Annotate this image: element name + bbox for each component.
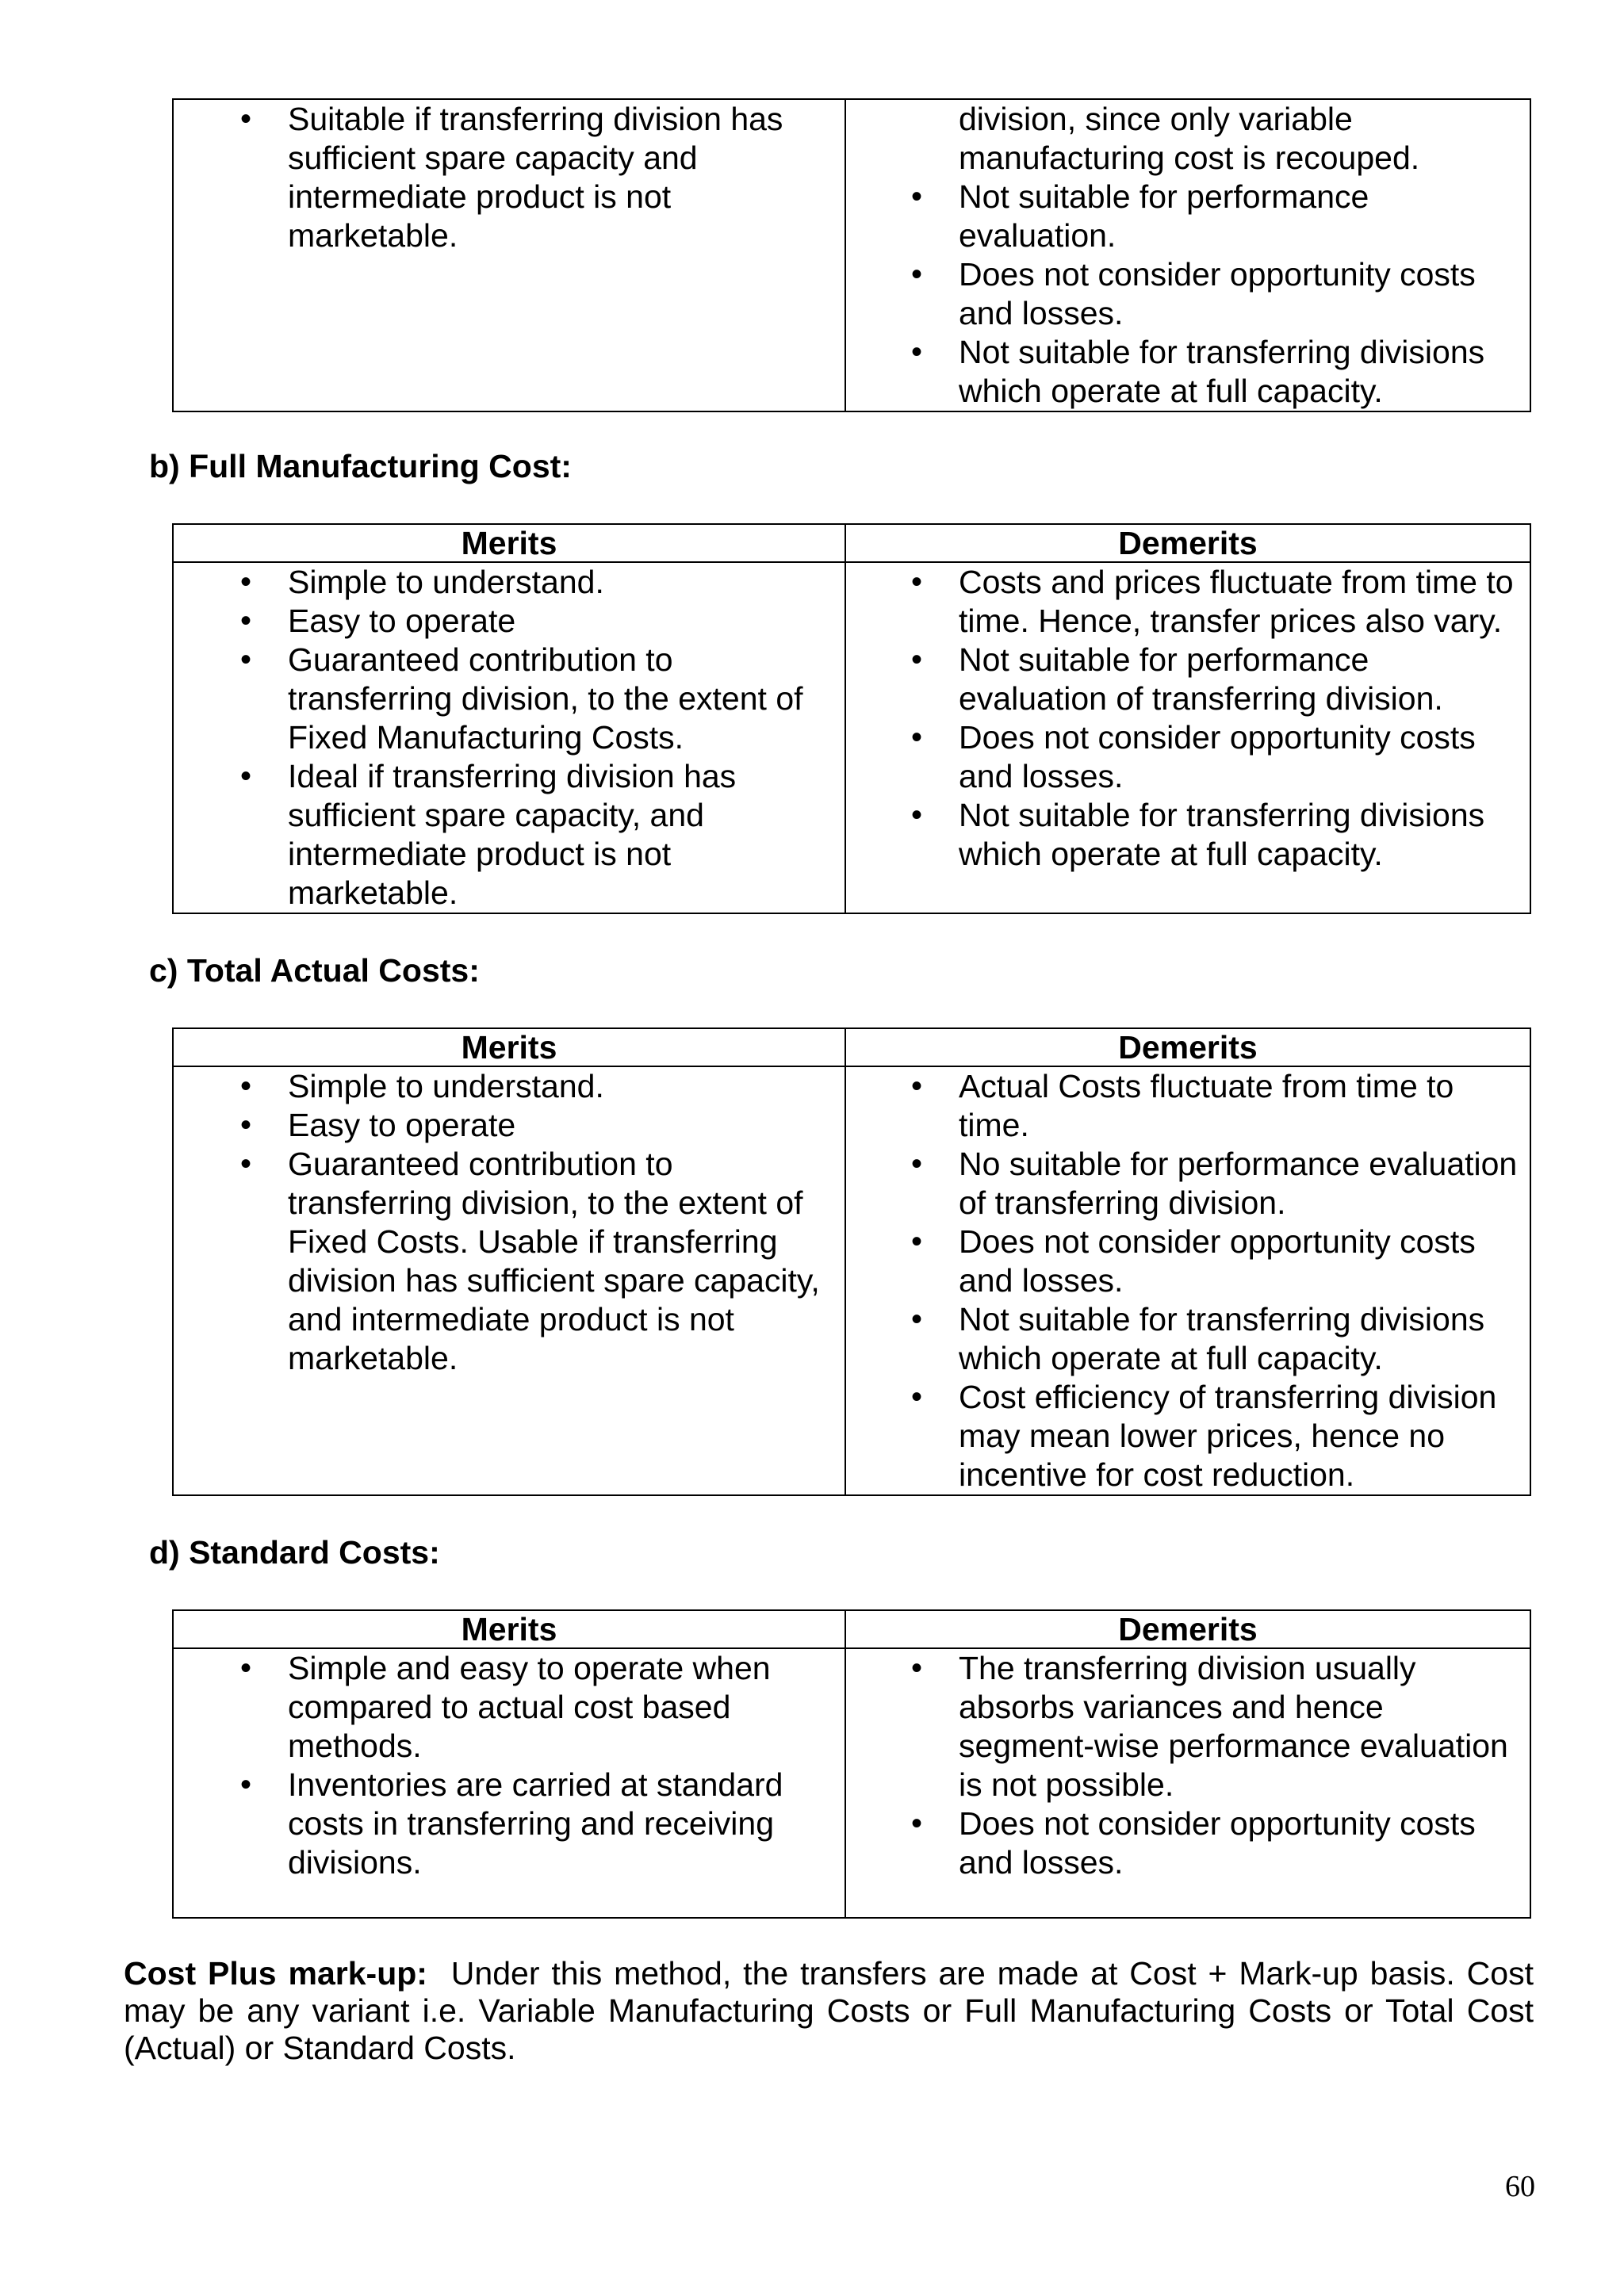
section-c-heading: c) Total Actual Costs: (149, 952, 480, 989)
demerit-continuation: division, since only variable manufacturing cost is recouped. (959, 101, 1420, 176)
merit-item: • Suitable if transferring division has sufficient spare capacity and intermediate product is not marketable. (288, 100, 833, 255)
merit-item: • Simple to understand. (288, 1067, 833, 1106)
demerit-item: • Does not consider opportunity costs and losses. (959, 718, 1520, 796)
table-total-actual-costs (172, 1027, 1531, 1496)
demerit-item: • Does not consider opportunity costs and losses. (959, 1223, 1520, 1300)
merits-cell (173, 1648, 845, 1918)
demerit-item: • Not suitable for transferring divisions which operate at full capacity. (959, 796, 1520, 874)
page-number: 60 (1505, 2170, 1535, 2203)
demerits-cell (845, 99, 1530, 411)
demerit-item: • Not suitable for transferring divisions which operate at full capacity. (959, 333, 1520, 411)
demerit-item: • Not suitable for performance evaluation of transferring division. (959, 641, 1520, 718)
cost-plus-text: Under this method, the transfers are made at Cost + Mark-up basis. Cost may be any variant i.e. Variable Manufacturing Costs or Full Manufacturing Costs or Total Cost (Actual) or Standard Costs. (124, 1955, 1534, 2066)
merits-cell (173, 99, 845, 411)
merit-item: • Simple and easy to operate when compared to actual cost based methods. (288, 1649, 833, 1766)
demerit-item: • No suitable for performance evaluation of transferring division. (959, 1145, 1520, 1223)
demerit-item: • Not suitable for transferring divisions which operate at full capacity. (959, 1300, 1520, 1378)
demerit-item: • The transferring division usually absorbs variances and hence segment-wise performance evaluation is not possible. (959, 1649, 1520, 1804)
merit-item: • Easy to operate (288, 602, 833, 641)
demerits-cell (845, 562, 1530, 913)
merits-header: Merits (173, 1028, 845, 1066)
merit-item: • Easy to operate (288, 1106, 833, 1145)
merit-item: • Guaranteed contribution to transferring division, to the extent of Fixed Manufacturing Costs. (288, 641, 833, 757)
cost-plus-paragraph (124, 1955, 1534, 2067)
merit-item: • Inventories are carried at standard costs in transferring and receiving divisions. (288, 1766, 833, 1882)
demerits-header: Demerits (845, 1028, 1530, 1066)
demerit-item: • Actual Costs fluctuate from time to time. (959, 1067, 1520, 1145)
demerits-header: Demerits (845, 524, 1530, 562)
merits-header: Merits (173, 1610, 845, 1648)
merit-item: • Ideal if transferring division has sufficient spare capacity, and intermediate product is not marketable. (288, 757, 833, 913)
merits-cell (173, 562, 845, 913)
merits-cell (173, 1066, 845, 1495)
table-standard-costs (172, 1609, 1531, 1919)
merit-item: • Simple to understand. (288, 563, 833, 602)
demerit-item: • Cost efficiency of transferring division may mean lower prices, hence no incentive for cost reduction. (959, 1378, 1520, 1494)
demerits-cell (845, 1066, 1530, 1495)
section-d-heading: d) Standard Costs: (149, 1534, 440, 1571)
demerits-header: Demerits (845, 1610, 1530, 1648)
table-variable-cost-continued (172, 98, 1531, 412)
table-full-manufacturing-cost (172, 523, 1531, 914)
cost-plus-label: Cost Plus mark-up: (124, 1955, 427, 1992)
merits-header: Merits (173, 524, 845, 562)
demerit-item: • Costs and prices fluctuate from time to time. Hence, transfer prices also vary. (959, 563, 1520, 641)
demerit-item: • Not suitable for performance evaluation. (959, 178, 1520, 255)
merit-item: • Guaranteed contribution to transferring division, to the extent of Fixed Costs. Usable if transferring division has sufficient spare capacity, and intermediate product is not marketable. (288, 1145, 833, 1378)
demerit-item: • Does not consider opportunity costs and losses. (959, 255, 1520, 333)
demerit-item: • Does not consider opportunity costs and losses. (959, 1804, 1520, 1882)
section-b-heading: b) Full Manufacturing Cost: (149, 448, 572, 484)
demerits-cell (845, 1648, 1530, 1918)
